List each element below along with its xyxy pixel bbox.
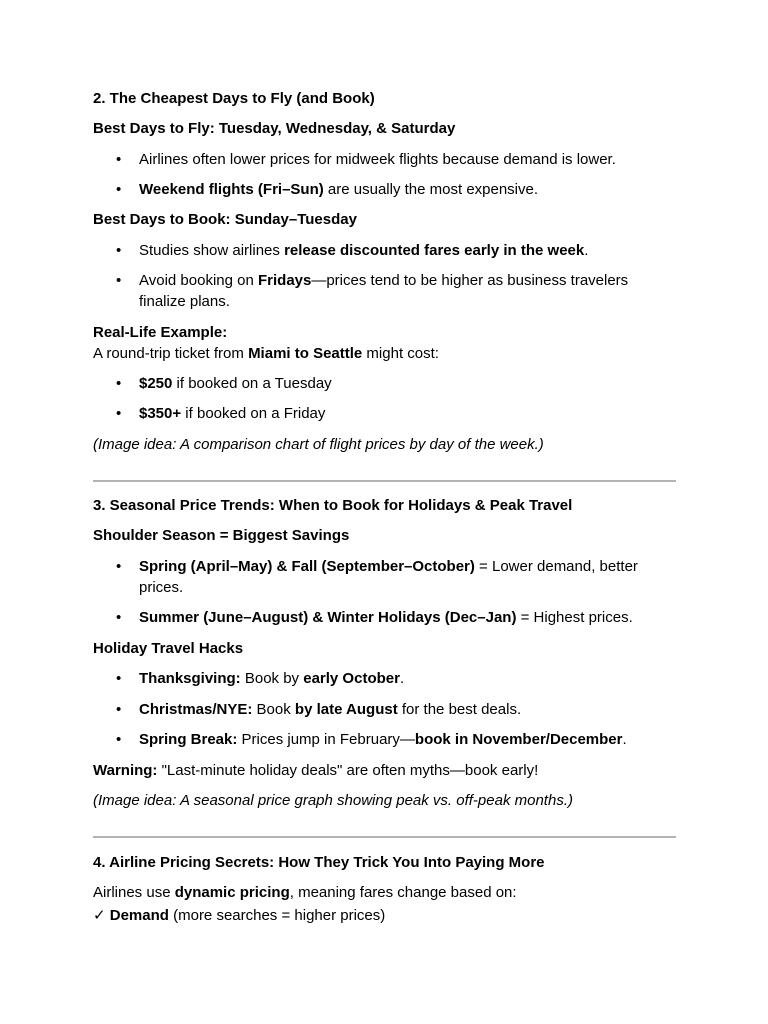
list-item: • Spring Break: Prices jump in February—book in November/December.: [139, 729, 678, 750]
list-item: • Summer (June–August) & Winter Holidays (Dec–Jan) = Highest prices.: [139, 607, 678, 628]
list-item: • Airlines often lower prices for midweek flights because demand is lower.: [139, 149, 678, 170]
shoulder-season-heading: Shoulder Season = Biggest Savings: [93, 527, 350, 544]
real-life-example-heading: Real-Life Example:: [93, 324, 228, 341]
list-item: • Weekend flights (Fri–Sun) are usually the most expensive.: [139, 179, 678, 200]
list-item: • Spring (April–May) & Fall (September–October) = Lower demand, better prices.: [139, 556, 678, 598]
best-days-to-book-heading: Best Days to Book: Sunday–Tuesday: [93, 211, 357, 228]
list-item: • $250 if booked on a Tuesday: [139, 373, 678, 394]
list-item: • Christmas/NYE: Book by late August for the best deals.: [139, 699, 678, 720]
list-item: • Thanksgiving: Book by early October.: [139, 668, 678, 689]
section-2-heading: 2. The Cheapest Days to Fly (and Book): [93, 90, 375, 107]
list-item: • $350+ if booked on a Friday: [139, 403, 678, 424]
demand-line: ✓ Demand (more searches = higher prices): [93, 907, 386, 924]
dynamic-pricing-intro: Airlines use dynamic pricing, meaning fares change based on:: [93, 884, 517, 901]
best-days-to-fly-heading: Best Days to Fly: Tuesday, Wednesday, & Saturday: [93, 120, 456, 137]
example-text: A round-trip ticket from Miami to Seattle might cost:: [93, 345, 439, 362]
warning-text: Warning: "Last-minute holiday deals" are often myths—book early!: [93, 762, 539, 779]
divider: [93, 836, 676, 838]
list-item: • Avoid booking on Fridays—prices tend to be higher as business travelers finalize plans.: [139, 270, 678, 312]
section-4-heading: 4. Airline Pricing Secrets: How They Trick You Into Paying More: [93, 854, 545, 871]
section-3-heading: 3. Seasonal Price Trends: When to Book for Holidays & Peak Travel: [93, 497, 573, 514]
divider: [93, 480, 676, 482]
image-idea-note: (Image idea: A seasonal price graph showing peak vs. off-peak months.): [93, 792, 573, 809]
checkmark-icon: ✓: [93, 907, 106, 924]
holiday-travel-hacks-heading: Holiday Travel Hacks: [93, 640, 244, 657]
image-idea-note: (Image idea: A comparison chart of flight prices by day of the week.): [93, 436, 544, 453]
list-item: • Studies show airlines release discounted fares early in the week.: [139, 240, 678, 261]
